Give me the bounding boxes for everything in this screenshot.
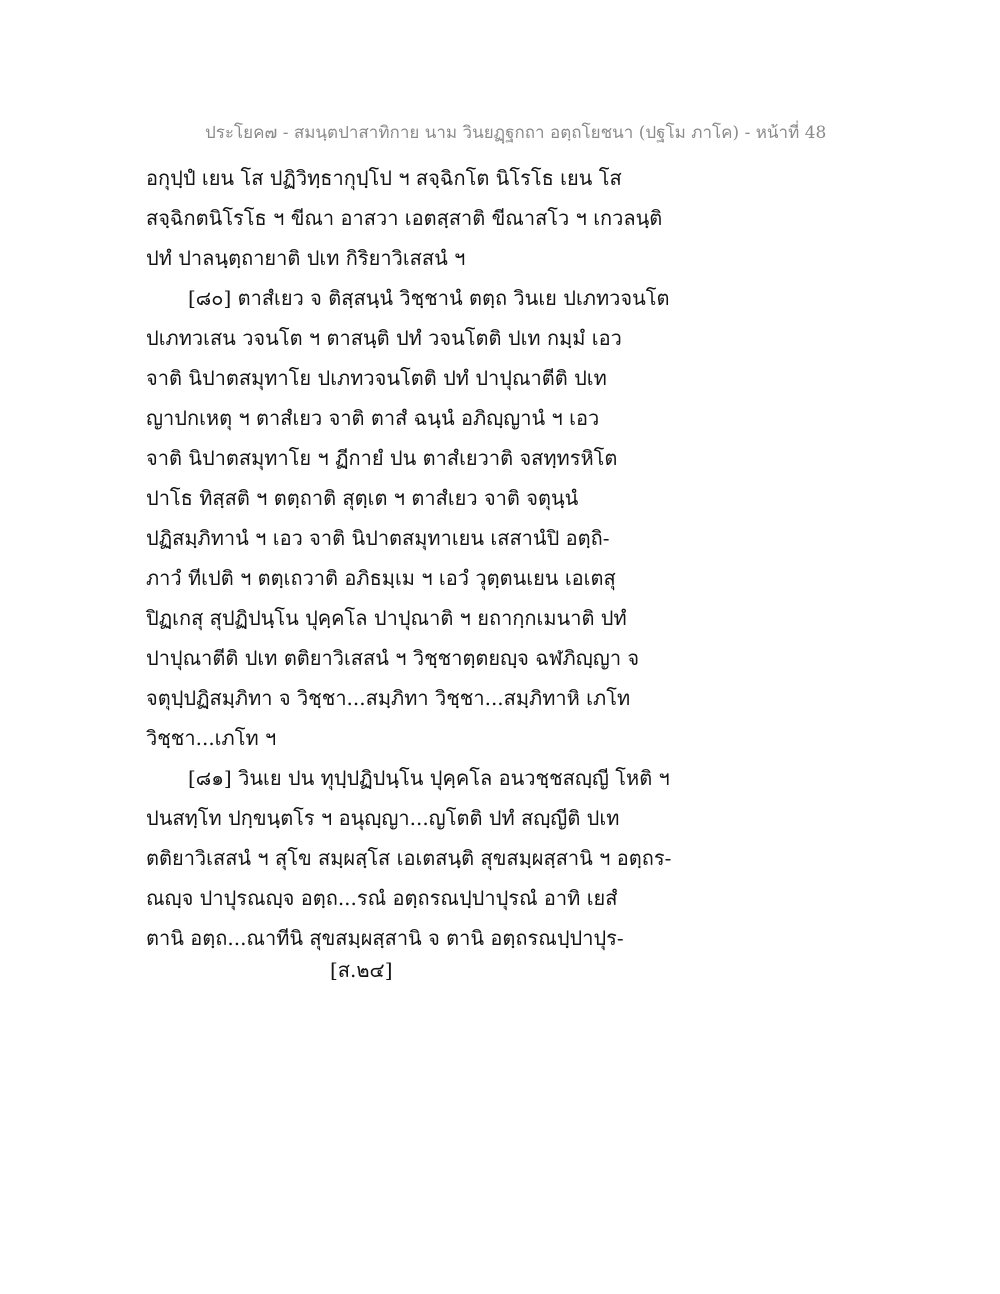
text-line: อกุปฺปํ เยน โส ปฏิวิทฺธากุปฺโป ฯ สจฺฉิกโต นิโรโธ เยน โส [146, 166, 622, 190]
running-header: ประโยค๗ - สมนฺตปาสาทิกาย นาม วินยฏฺฐกถา อตฺถโยชนา (ปฐโม ภาโค) - หน้าที่ 48 [205, 123, 827, 143]
text-line: ปิฏเกสุ สุปฏิปนฺโน ปุคฺคโล ปาปุณาติ ฯ ยถากฺกเมนาติ ปทํ [146, 606, 627, 630]
text-line: จาติ นิปาตสมุทาโย ปเภทวจนโตติ ปทํ ปาปุณาตีติ ปเท [146, 366, 607, 390]
text-line: ภาวํ ทีเปติ ฯ ตตฺเถวาติ อภิธมฺเม ฯ เอวํ วุตฺตนเยน เอเตสุ [146, 566, 616, 590]
text-line: ปฏิสมฺภิทานํ ฯ เอว จาติ นิปาตสมุทาเยน เสสานํปิ อตฺถิ- [146, 526, 610, 550]
text-line: ปนสทฺโท ปกฺขนฺตโร ฯ อนุญฺญา...ญโตติ ปทํ สญฺญีติ ปเท [146, 806, 620, 830]
text-line: ตานิ อตฺถ...ณาทีนิ สุขสมฺผสฺสานิ จ ตานิ อตฺถรณปฺปาปุร- [146, 926, 624, 950]
text-line: ปาปุณาตีติ ปเท ตติยาวิเสสนํ ฯ วิชฺชาตฺตยญฺจ ฉฬภิญฺญา จ [146, 646, 640, 670]
text-line: ปเภทวเสน วจนโต ฯ ตาสนฺติ ปทํ วจนโตติ ปเท กมฺมํ เอว [146, 326, 622, 350]
text-line: ปาโธ ทิสฺสติ ฯ ตตฺถาติ สุตฺเต ฯ ตาสํเยว จาติ จตุนฺนํ [146, 486, 579, 510]
text-line: ตติยาวิเสสนํ ฯ สุโข สมฺผสฺโส เอเตสนฺติ สุขสมฺผสฺสานิ ฯ อตฺถร- [146, 846, 672, 870]
body-text [146, 158, 672, 958]
text-line: ปทํ ปาลนฺตฺถายาติ ปเท กิริยาวิเสสนํ ฯ [146, 246, 466, 270]
text-line: จาติ นิปาตสมุทาโย ฯ ฏีกายํ ปน ตาสํเยวาติ จสทฺทรหิโต [146, 446, 618, 470]
text-line: สจฺฉิกตนิโรโธ ฯ ขีณา อาสวา เอตสฺสาติ ขีณาสโว ฯ เกวลนฺติ [146, 206, 663, 230]
text-line: วิชฺชา...เภโท ฯ [146, 726, 277, 750]
text-line: ญาปกเหตุ ฯ ตาสํเยว จาติ ตาสํ ฉนฺนํ อภิญฺญานํ ฯ เอว [146, 406, 600, 430]
paragraph-81-start: [๘๑] วินเย ปน ทุปฺปฏิปนฺโน ปุคฺคโล อนวชฺชสญฺญี โหติ ฯ [188, 766, 670, 790]
text-line: ณญฺจ ปาปุรณญฺจ อตฺถ...รณํ อตฺถรณปฺปาปุรณํ อาทิ เยสํ [146, 886, 618, 910]
text-line: จตุปฺปฏิสมฺภิทา จ วิชฺชา...สมฺภิทา วิชฺชา...สมฺภิทาหิ เภโท [146, 686, 631, 710]
page-reference: [ส.๒๔] [330, 958, 393, 982]
paragraph-80-start: [๘๐] ตาสํเยว จ ติสฺสนฺนํ วิชฺชานํ ตตฺถ วินเย ปเภทวจนโต [188, 286, 670, 310]
